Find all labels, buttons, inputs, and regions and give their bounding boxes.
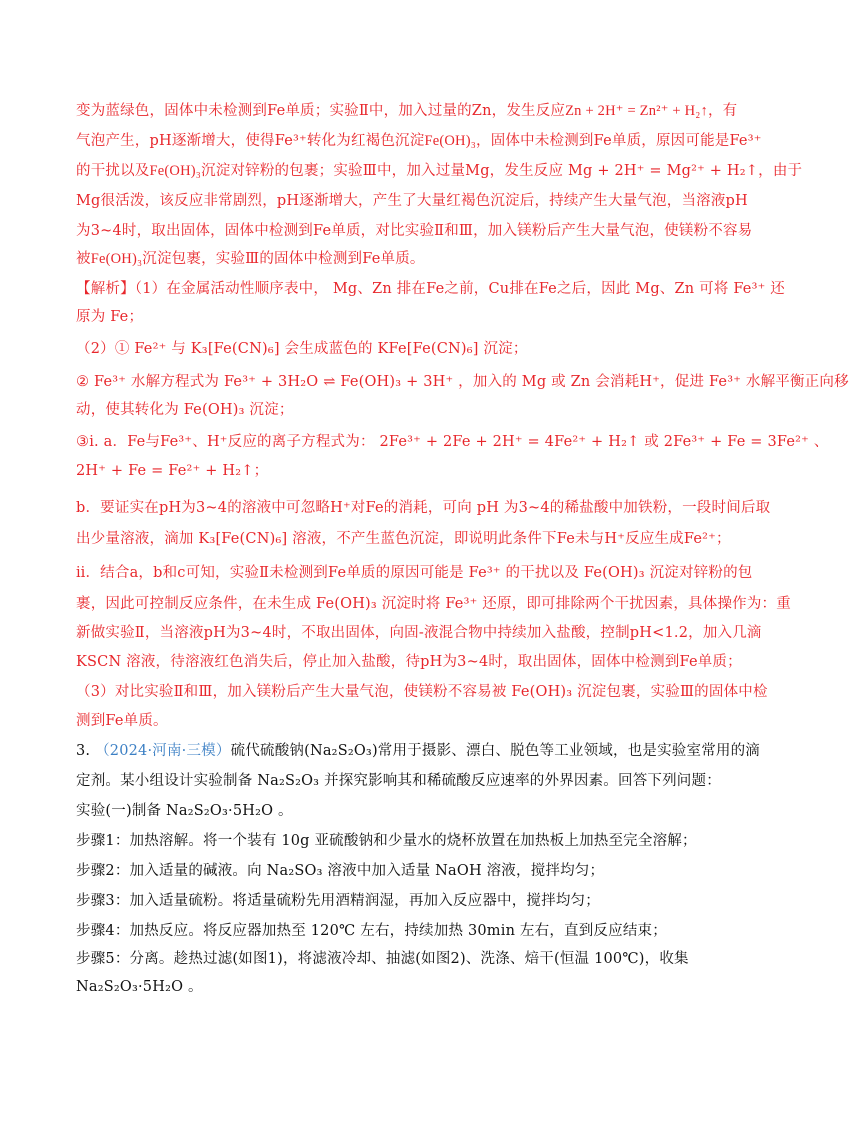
analysis-line: 动，使其转化为 Fe(OH)₃ 沉淀； <box>76 402 294 418</box>
answer-line-5: 为3~4时，取出固体，固体中检测到Fe单质，对比实验Ⅱ和Ⅲ，加入镁粉后产生大量气泡，使镁粉不容易 <box>76 223 753 239</box>
question-number: 3. <box>76 743 91 759</box>
analysis-line: 新做实验Ⅱ，当溶液pH为3~4时，不取出固体，向固-液混合物中持续加入盐酸，控制pH<1.2，加入几滴 <box>76 625 762 641</box>
analysis-line: 2H⁺ + Fe = Fe²⁺ + H₂↑； <box>76 463 269 479</box>
analysis-line: 出少量溶液，滴加 K₃[Fe(CN)₆] 溶液，不产生蓝色沉淀，即说明此条件下Fe未与H⁺反应生成Fe²⁺； <box>76 531 731 547</box>
question-step-2: 步骤2：加入适量的碱液。向 Na₂SO₃ 溶液中加入适量 NaOH 溶液，搅拌均匀； <box>76 863 605 879</box>
question-source: （2024·河南·三模） <box>95 743 231 759</box>
analysis-line: 测到Fe单质。 <box>76 713 168 729</box>
answer-line-6: 被Fe(OH)₃沉淀包裹，实验Ⅲ的固体中检测到Fe单质。 <box>76 251 425 267</box>
analysis-line: （2）① Fe²⁺ 与 K₃[Fe(CN)₆] 会生成蓝色的 KFe[Fe(CN)₆] 沉淀； <box>76 341 528 357</box>
analysis-line: 裹，因此可控制反应条件，在未生成 Fe(OH)₃ 沉淀时将 Fe³⁺ 还原，即可排除两个干扰因素，具体操作为：重 <box>76 596 791 612</box>
question-line: 定剂。某小组设计实验制备 Na₂S₂O₃ 并探究影响其和稀硫酸反应速率的外界因素。回答下列问题： <box>76 773 721 789</box>
question-line: 实验(一)制备 Na₂S₂O₃·5H₂O 。 <box>76 803 293 819</box>
analysis-line: 原为 Fe； <box>76 309 144 325</box>
question-title-line: 3. （2024·河南·三模）硫代硫酸钠(Na₂S₂O₃)常用于摄影、漂白、脱色等工业领域，也是实验室常用的滴 <box>76 743 760 759</box>
analysis-line: KSCN 溶液，待溶液红色消失后，停止加入盐酸，待pH为3~4时，取出固体，固体中检测到Fe单质； <box>76 654 742 670</box>
question-step-4: 步骤4：加热反应。将反应器加热至 120℃ 左右，持续加热 30min 左右，直到反应结束； <box>76 923 667 939</box>
question-step-5: 步骤5：分离。趁热过滤(如图1)，将滤液冷却、抽滤(如图2)、洗涤、焙干(恒温 100℃)，收集 <box>76 951 689 967</box>
answer-line-3: 的干扰以及Fe(OH)₃沉淀对锌粉的包裹；实验Ⅲ中，加入过量Mg，发生反应 Mg + 2H⁺ = Mg²⁺ + H₂↑，由于 <box>76 163 803 179</box>
analysis-line: 【解析】（1）在金属活动性顺序表中， Mg、Zn 排在Fe之前，Cu排在Fe之后，因此 Mg、Zn 可将 Fe³⁺ 还 <box>76 281 785 297</box>
question-step-1: 步骤1：加热溶解。将一个装有 10g 亚硫酸钠和少量水的烧杯放置在加热板上加热至完全溶解； <box>76 833 697 849</box>
analysis-line: （3）对比实验Ⅱ和Ⅲ，加入镁粉后产生大量气泡，使镁粉不容易被 Fe(OH)₃ 沉淀包裹，实验Ⅲ的固体中检 <box>76 684 768 700</box>
question-step-3: 步骤3：加入适量硫粉。将适量硫粉先用酒精润湿，再加入反应器中，搅拌均匀； <box>76 893 600 909</box>
analysis-line: ② Fe³⁺ 水解方程式为 Fe³⁺ + 3H₂O ⇌ Fe(OH)₃ + 3H⁺ ，加入的 Mg 或 Zn 会消耗H⁺，促进 Fe³⁺ 水解平衡正向移 <box>76 374 849 390</box>
analysis-line: ③ⅰ. a．Fe与Fe³⁺、H⁺反应的离子方程式为： 2Fe³⁺ + 2Fe + 2H⁺ = 4Fe²⁺ + H₂↑ 或 2Fe³⁺ + Fe = 3Fe²⁺ 、 <box>76 434 829 450</box>
analysis-line: ⅱ．结合a，b和c可知，实验Ⅱ未检测到Fe单质的原因可能是 Fe³⁺ 的干扰以及 Fe(OH)₃ 沉淀对锌粉的包 <box>76 565 753 581</box>
answer-line-4: Mg很活泼，该反应非常剧烈，pH逐渐增大，产生了大量红褐色沉淀后，持续产生大量气泡，当溶液pH <box>76 193 748 209</box>
answer-line-1: 变为蓝绿色，固体中未检测到Fe单质；实验Ⅱ中，加入过量的Zn，发生反应Zn + 2H⁺ = Zn²⁺ + H₂↑，有 <box>76 103 738 119</box>
question-line: Na₂S₂O₃·5H₂O 。 <box>76 979 203 995</box>
analysis-line: b．要证实在pH为3~4的溶液中可忽略H⁺对Fe的消耗，可向 pH 为3~4的稀盐酸中加铁粉，一段时间后取 <box>76 500 771 516</box>
answer-line-2: 气泡产生，pH逐渐增大，使得Fe³⁺转化为红褐色沉淀Fe(OH)₃，固体中未检测到Fe单质，原因可能是Fe³⁺ <box>76 133 762 149</box>
